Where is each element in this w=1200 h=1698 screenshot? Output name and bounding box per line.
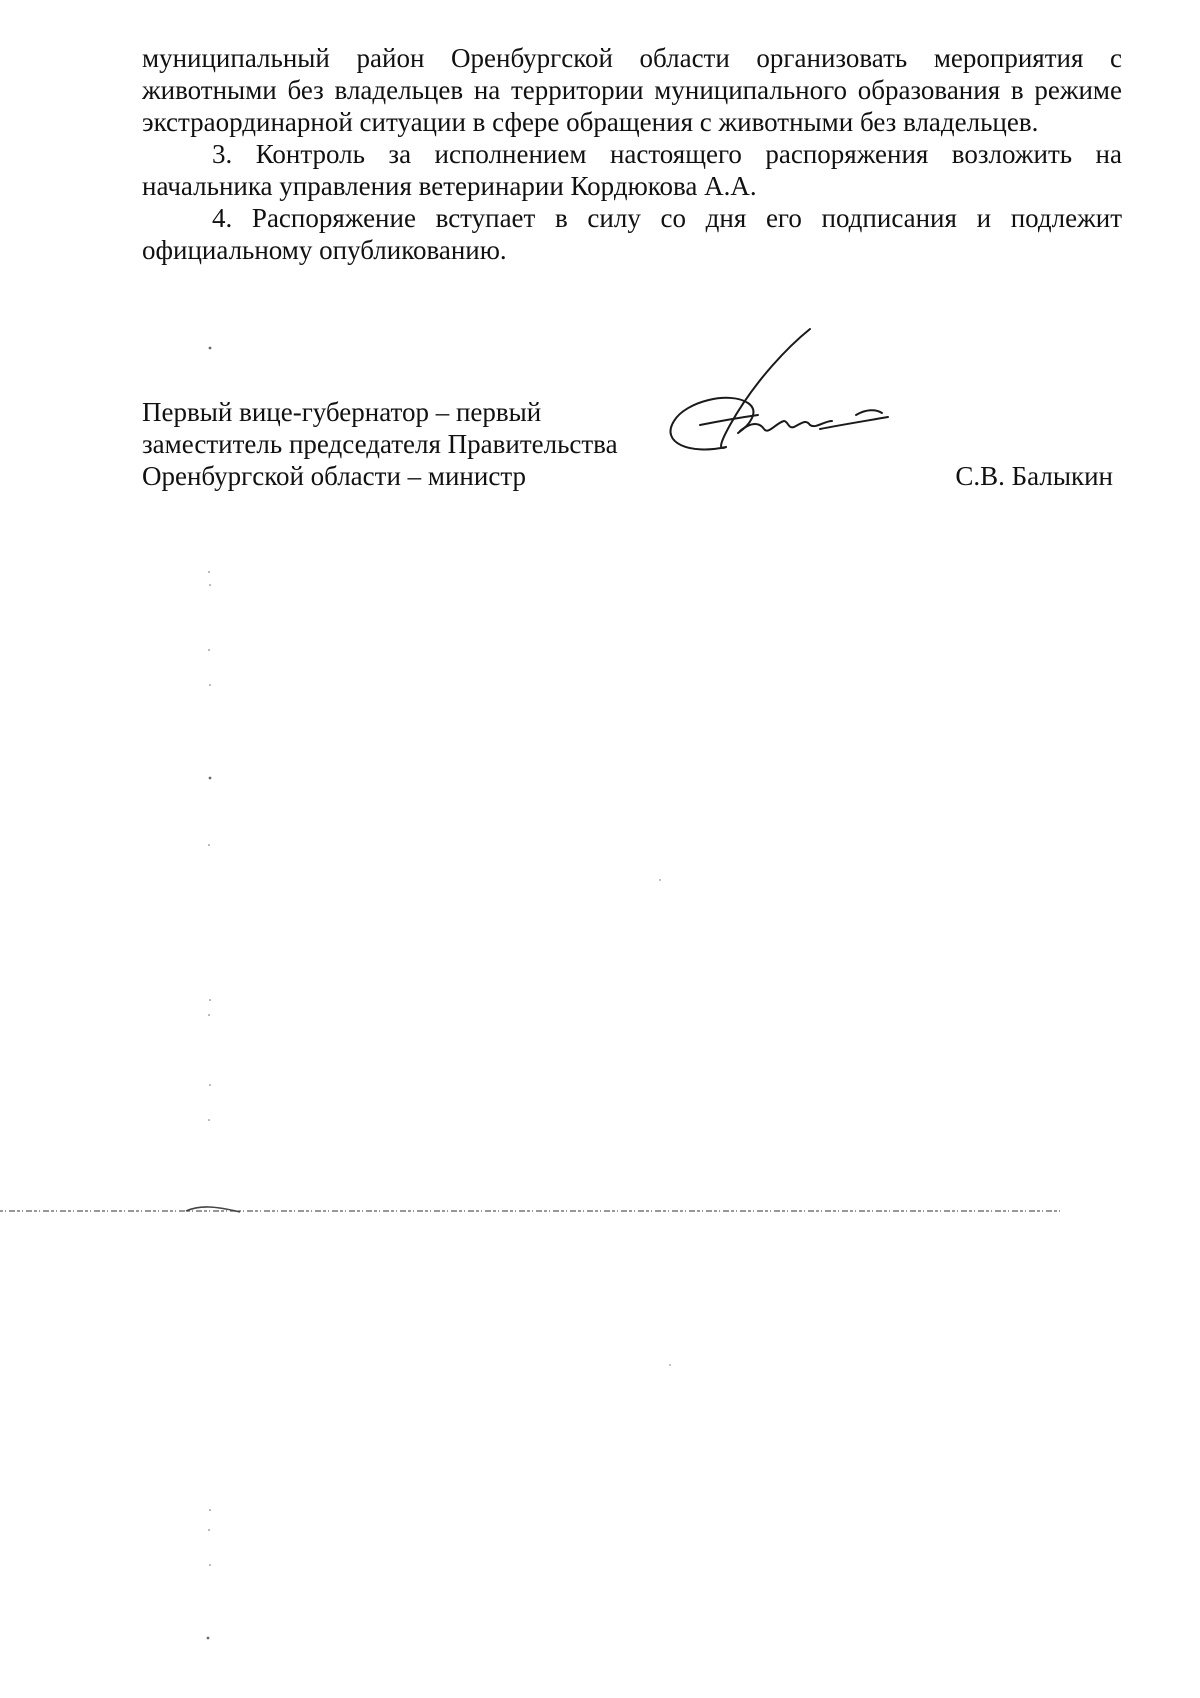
paragraph-continuation: муниципальный район Оренбургской области организовать мероприятия с животными без владельцев на территории муниципального образования в режиме экстраординарной ситуации в сфере обращения с животными без владельцев. — [142, 43, 1122, 137]
paragraph-item-3: 3. Контроль за исполнением настоящего распоряжения возложить на начальника управления ветеринарии Кордюкова А.А. — [142, 139, 1122, 201]
document-body — [142, 42, 1122, 266]
signer-title-line-1: Первый вице-губернатор – первый — [142, 397, 542, 427]
signer-name: С.В. Балыкин — [955, 461, 1113, 491]
signature-block — [142, 396, 1122, 506]
signer-title-line-3: Оренбургской области – министр — [142, 461, 526, 491]
signer-title-line-2: заместитель председателя Правительства — [142, 429, 618, 459]
signer-title — [142, 396, 662, 492]
handwritten-signature — [660, 325, 900, 485]
paragraph-item-4: 4. Распоряжение вступает в силу со дня его подписания и подлежит официальному опубликованию. — [142, 203, 1122, 265]
